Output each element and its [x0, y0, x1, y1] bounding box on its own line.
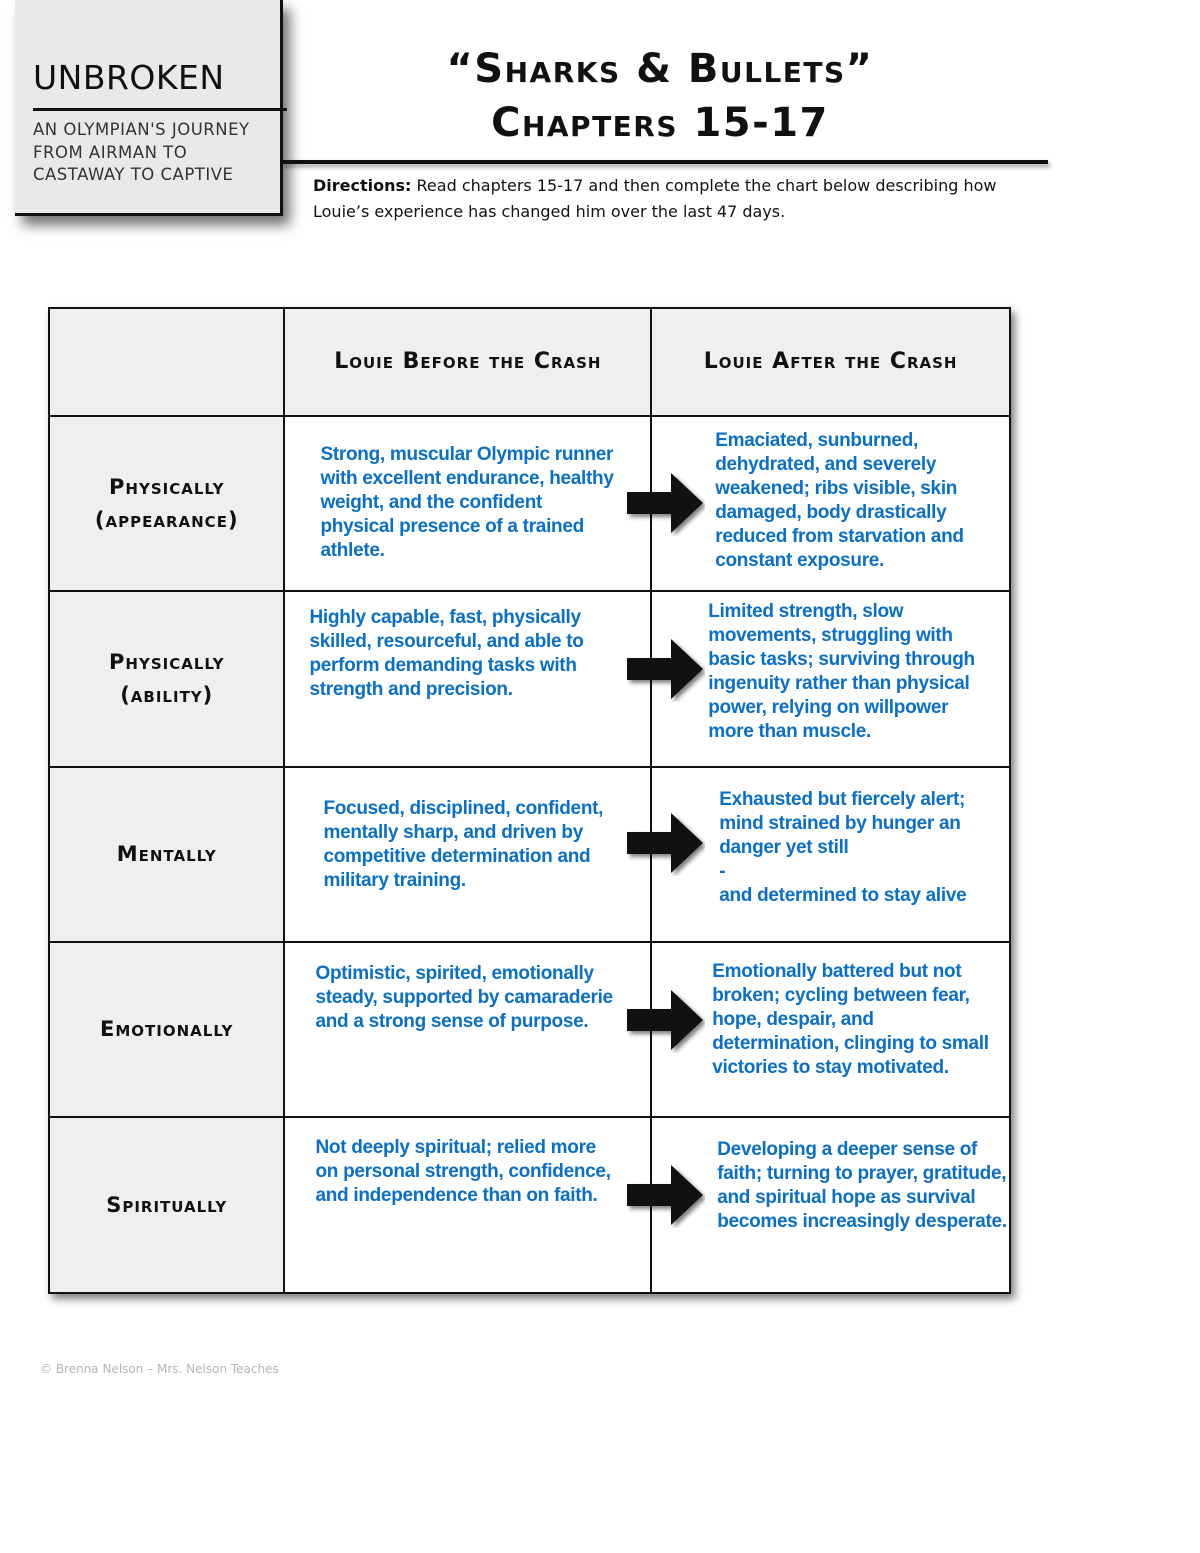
after-answer: Emotionally battered but not broken; cycling between fear, hope, despair, and determination, clinging to small victories to stay motivated. [712, 961, 989, 1078]
directions-text: Read chapters 15-17 and then complete the chart below describing how Louie’s experience has changed him over the last 47 days. [313, 176, 997, 221]
row-label-line1: Spiritually [106, 1192, 228, 1217]
after-answer [719, 788, 993, 908]
table-row [49, 591, 1010, 767]
after-answer-line: - [719, 861, 726, 882]
chart-header-after: Louie After the Crash [651, 308, 1010, 416]
before-answer: Not deeply spiritual; relied more on personal strength, confidence, and independence than on faith. [315, 1137, 611, 1206]
comparison-chart [48, 307, 1011, 1294]
before-answer: Optimistic, spirited, emotionally steady, supported by camaraderie and a strong sense of purpose. [315, 963, 613, 1032]
row-label-line1: Physically [109, 650, 225, 674]
after-cell[interactable] [651, 767, 1010, 942]
chart-header-empty [49, 308, 284, 416]
before-answer: Strong, muscular Olympic runner with excellent endurance, healthy weight, and the confident physical presence of a trained athlete. [320, 444, 614, 561]
table-row [49, 416, 1010, 591]
after-cell[interactable] [651, 591, 1010, 767]
after-answer-line: danger yet still [719, 837, 849, 858]
before-cell[interactable] [284, 1117, 651, 1293]
book-title-box [15, 0, 283, 216]
right-arrow-icon [625, 810, 705, 876]
right-arrow-icon [625, 470, 705, 536]
chart-header-row [49, 308, 1010, 416]
row-label-mentally [49, 767, 284, 942]
worksheet-title-line1: “Sharks & Bullets” [446, 46, 874, 92]
after-answer: Developing a deeper sense of faith; turning to prayer, gratitude, and spiritual hope as survival becomes increasingly desperate. [717, 1139, 1007, 1232]
table-row [49, 942, 1010, 1117]
table-row [49, 767, 1010, 942]
row-label-physically-appearance [49, 416, 284, 591]
right-arrow-icon [625, 987, 705, 1053]
after-cell[interactable] [651, 416, 1010, 591]
row-label-line1: Physically [109, 474, 225, 499]
worksheet-title-line2: Chapters 15-17 [491, 100, 829, 146]
book-subtitle: AN OLYMPIAN'S JOURNEY FROM AIRMAN TO CASTAWAY TO CAPTIVE [33, 120, 250, 184]
after-answer-line: mind strained by hunger an [719, 813, 961, 834]
row-label-line1: Emotionally [100, 1017, 234, 1041]
after-cell[interactable] [651, 942, 1010, 1117]
row-label-line2: (appearance) [94, 507, 239, 532]
directions [313, 173, 1033, 225]
after-answer: Emaciated, sunburned, dehydrated, and severely weakened; ribs visible, skin damaged, body drastically reduced from starvation and constant exposure. [715, 430, 964, 571]
after-answer: Limited strength, slow movements, struggling with basic tasks; surviving through ingenuity rather than physical power, relying on willpower more than muscle. [708, 601, 975, 742]
before-cell[interactable] [284, 591, 651, 767]
table-row [49, 1117, 1010, 1293]
worksheet-title [300, 42, 1020, 150]
after-answer-line: and determined to stay alive [719, 885, 967, 906]
row-label-physically-ability [49, 591, 284, 767]
row-label-line1: Mentally [116, 842, 217, 866]
after-cell[interactable] [651, 1117, 1010, 1293]
title-divider [282, 160, 1048, 164]
row-label-line2: (ability) [120, 683, 214, 707]
before-answer: Highly capable, fast, physically skilled, resourceful, and able to perform demanding tasks with strength and precision. [309, 607, 584, 700]
after-answer-line: Exhausted but fiercely alert; [719, 789, 966, 810]
right-arrow-icon [625, 636, 705, 702]
chart-header-before: Louie Before the Crash [284, 308, 651, 416]
copyright-footer: © Brenna Nelson – Mrs. Nelson Teaches [40, 1362, 279, 1376]
directions-label: Directions: [313, 176, 412, 195]
row-label-spiritually [49, 1117, 284, 1293]
before-cell[interactable] [284, 942, 651, 1117]
right-arrow-icon [625, 1162, 705, 1228]
before-cell[interactable] [284, 416, 651, 591]
book-title-divider [33, 108, 287, 111]
book-title: UNBROKEN [33, 58, 225, 97]
before-cell[interactable] [284, 767, 651, 942]
before-answer: Focused, disciplined, confident, mentally sharp, and driven by competitive determination and military training. [323, 798, 604, 891]
row-label-emotionally [49, 942, 284, 1117]
